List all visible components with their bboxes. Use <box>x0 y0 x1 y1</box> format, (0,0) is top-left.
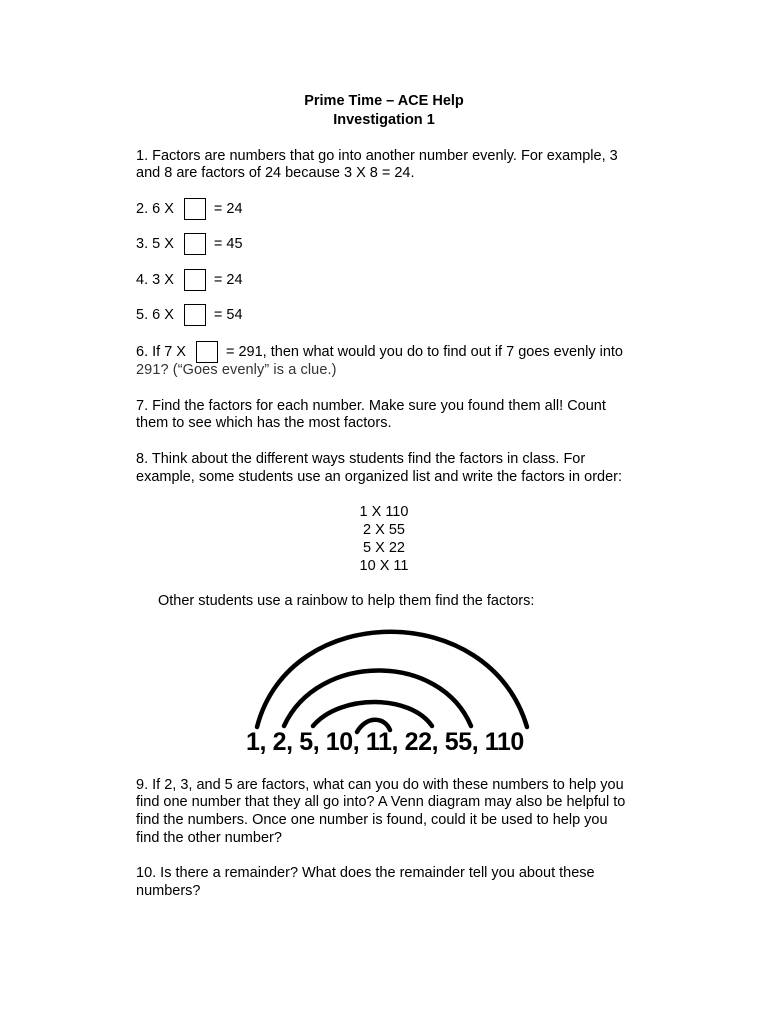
factor-pair: 1 X 110 <box>359 504 409 520</box>
question-6-left: 6. If 7 X <box>136 343 186 360</box>
page-title: Prime Time – ACE Help <box>304 93 464 109</box>
question-5-right: = 54 <box>213 306 243 323</box>
question-10-line-1: 10. Is there a remainder? What does the remainder tell you about these <box>136 865 595 881</box>
question-6-right: = 291, then what would you do to find out if 7 goes evenly into <box>225 343 623 360</box>
question-8-line-2: example, some students use an organized list and write the factors in order: <box>136 469 623 485</box>
question-2-right: = 24 <box>213 200 243 217</box>
question-2-left: 2. 6 X <box>136 200 174 217</box>
rainbow-arc-1-110 <box>257 632 527 727</box>
factor-pair: 10 X 11 <box>359 558 409 574</box>
question-5-left: 5. 6 X <box>136 306 174 323</box>
question-6-line-2: 291? (“Goes evenly” is a clue.) <box>136 362 337 378</box>
question-7-line-2: them to see which has the most factors. <box>136 415 392 431</box>
question-9-line-3: find the numbers. Once one number is found, could it be used to help you <box>136 812 608 828</box>
rainbow-arc-5-22 <box>313 702 432 726</box>
question-4-left: 4. 3 X <box>136 271 174 288</box>
question-10-line-2: numbers? <box>136 883 201 899</box>
factor-pair: 2 X 55 <box>363 522 405 538</box>
question-9-line-2: find one number that they all go into? A Venn diagram may also be helpful to <box>136 794 626 810</box>
question-4-right: = 24 <box>213 271 243 288</box>
question-1-line-2: and 8 are factors of 24 because 3 X 8 = 24. <box>136 165 415 181</box>
factor-pair: 5 X 22 <box>363 540 405 556</box>
page-subtitle: Investigation 1 <box>333 112 435 128</box>
question-9-line-1: 9. If 2, 3, and 5 are factors, what can you do with these numbers to help you <box>136 777 624 793</box>
question-8-line-1: 8. Think about the different ways students find the factors in class. For <box>136 451 586 467</box>
question-3-left: 3. 5 X <box>136 235 174 252</box>
question-1-line-1: 1. Factors are numbers that go into another number evenly. For example, 3 <box>136 148 618 164</box>
rainbow-intro: Other students use a rainbow to help them find the factors: <box>158 593 535 609</box>
rainbow-factor-list: 1, 2, 5, 10, 11, 22, 55, 110 <box>246 728 524 756</box>
question-3-right: = 45 <box>213 235 243 252</box>
question-9-line-4: find the other number? <box>136 830 282 846</box>
question-7-line-1: 7. Find the factors for each number. Make sure you found them all! Count <box>136 398 606 414</box>
